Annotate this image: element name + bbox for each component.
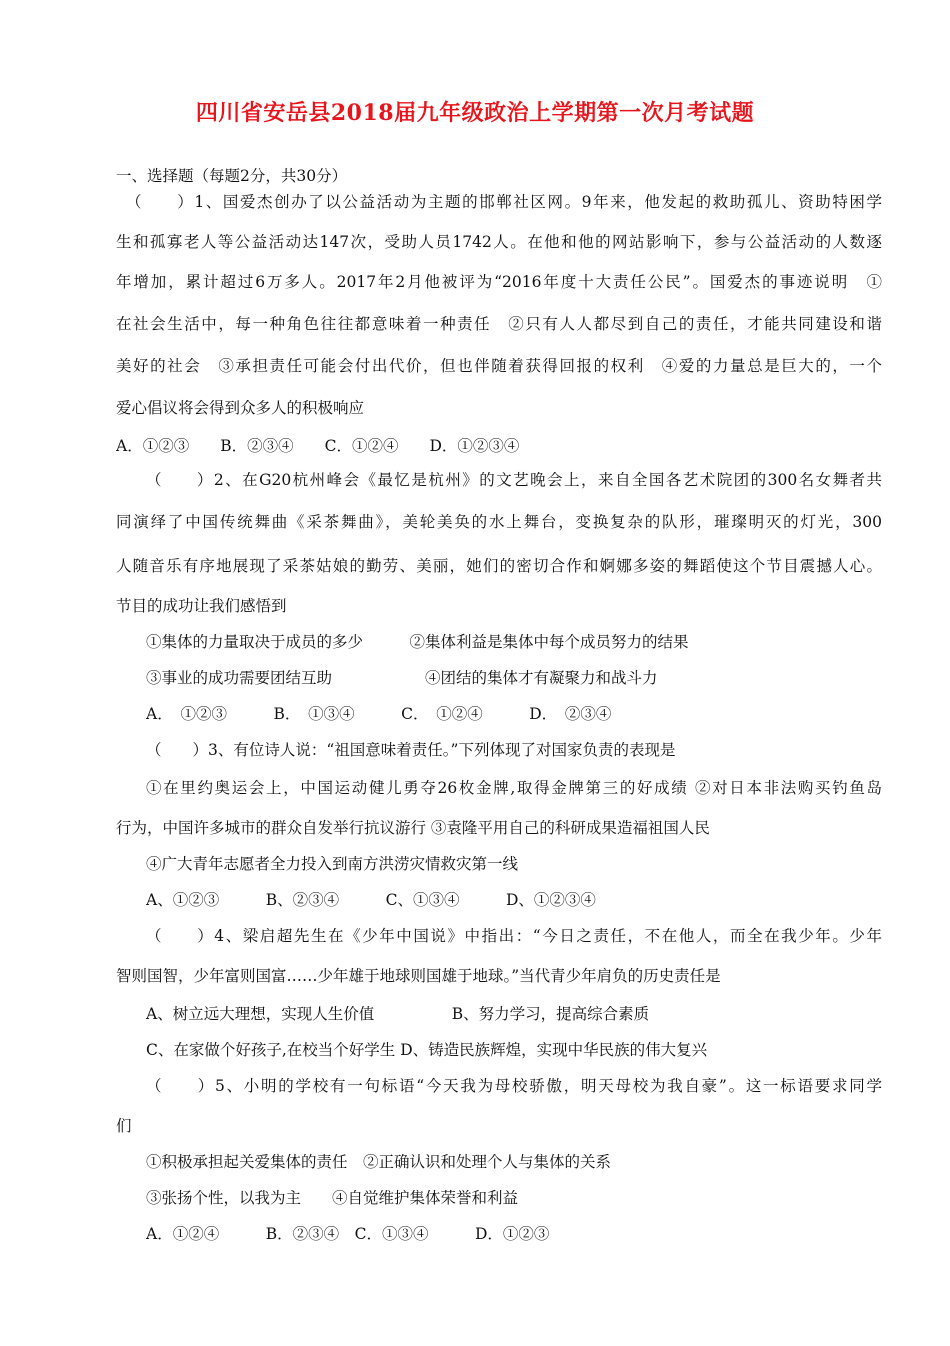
q1-line-6: 爱心倡议将会得到众多人的积极响应 — [116, 399, 365, 417]
q1-line-4: 在社会生活中，每一种角色往往都意味着一种责任 ②只有人人都尽到自己的责任，才能共同建设和谐 — [116, 315, 882, 333]
q5-item-1-2: ①积极承担起关爱集体的责任 ②正确认识和处理个人与集体的关系 — [146, 1153, 612, 1171]
q2-item-1-2: ①集体的力量取决于成员的多少 ②集体利益是集体中每个成员努力的结果 — [146, 633, 689, 651]
q1-line-2: 生和孤寡老人等公益活动达147次，受助人员1742人。在他和他的网站影响下，参与公益活动的人数逐 — [116, 233, 882, 251]
q4-line-1: （ ）4、梁启超先生在《少年中国说》中指出：“今日之责任，不在他人，而全在我少年。少年 — [146, 927, 882, 945]
q2-line-4: 节目的成功让我们感悟到 — [116, 597, 287, 615]
q3-options: A、①②③ B、②③④ C、①③④ D、①②③④ — [146, 891, 596, 909]
q2-item-3-4: ③事业的成功需要团结互助 ④团结的集体才有凝聚力和战斗力 — [146, 669, 658, 687]
q2-options: A． ①②③ B． ①③④ C． ①②④ D． ②③④ — [146, 705, 612, 723]
q3-line-2: ①在里约奥运会上，中国运动健儿勇夺26枚金牌,取得金牌第三的好成绩 ②对日本非法购买钓鱼岛 — [146, 779, 882, 797]
q4-options-c-d: C、在家做个好孩子,在校当个好学生 D、铸造民族辉煌，实现中华民族的伟大复兴 — [146, 1041, 708, 1059]
q2-line-1: （ ）2、在G20杭州峰会《最忆是杭州》的文艺晚会上，来自全国各艺术院团的300名女舞者共 — [146, 471, 882, 489]
q4-line-2: 智则国智，少年富则国富……少年雄于地球则国雄于地球。”当代青少年肩负的历史责任是 — [116, 967, 721, 985]
q3-line-3: 行为，中国许多城市的群众自发举行抗议游行 ③袁隆平用自己的科研成果造福祖国人民 — [116, 819, 710, 837]
q1-options: A．①②③ B．②③④ C．①②④ D．①②③④ — [116, 437, 520, 455]
q5-line-1: （ ）5、小明的学校有一句标语“今天我为母校骄傲，明天母校为我自豪”。这一标语要求同学 — [146, 1077, 882, 1095]
q5-line-2: 们 — [116, 1117, 132, 1135]
q5-options: A．①②④ B．②③④ C．①③④ D．①②③ — [146, 1225, 550, 1243]
q1-line-5: 美好的社会 ③承担责任可能会付出代价，但也伴随着获得回报的权利 ④爱的力量总是巨大的，一个 — [116, 357, 882, 375]
q2-line-3: 人随音乐有序地展现了采茶姑娘的勤劳、美丽，她们的密切合作和婀娜多姿的舞蹈使这个节目震撼人心。 — [116, 557, 882, 575]
q3-line-1: （ ）3、有位诗人说：“祖国意味着责任。”下列体现了对国家负责的表现是 — [146, 741, 676, 759]
q3-line-4: ④广大青年志愿者全力投入到南方洪涝灾情救灾第一线 — [146, 855, 519, 873]
q1-line-1: （ ）1、国爱杰创办了以公益活动为主题的邯郸社区网。9年来，他发起的救助孤儿、资助特困学 — [126, 193, 882, 211]
section-heading: 一、选择题（每题2分，共30分） — [116, 167, 348, 185]
q5-item-3-4: ③张扬个性，以我为主 ④自觉维护集体荣誉和利益 — [146, 1189, 519, 1207]
q1-line-3: 年增加，累计超过6万多人。2017年2月他被评为“2016年度十大责任公民”。国爱杰的事迹说明 ① — [116, 273, 882, 291]
page-title: 四川省安岳县2018届九年级政治上学期第一次月考试题 — [195, 100, 755, 126]
q2-line-2: 同演绎了中国传统舞曲《采茶舞曲》，美轮美奂的水上舞台，变换复杂的队形，璀璨明灭的灯光，300 — [116, 513, 882, 531]
q4-options-a-b: A、树立远大理想，实现人生价值 B、努力学习，提高综合素质 — [146, 1005, 650, 1023]
